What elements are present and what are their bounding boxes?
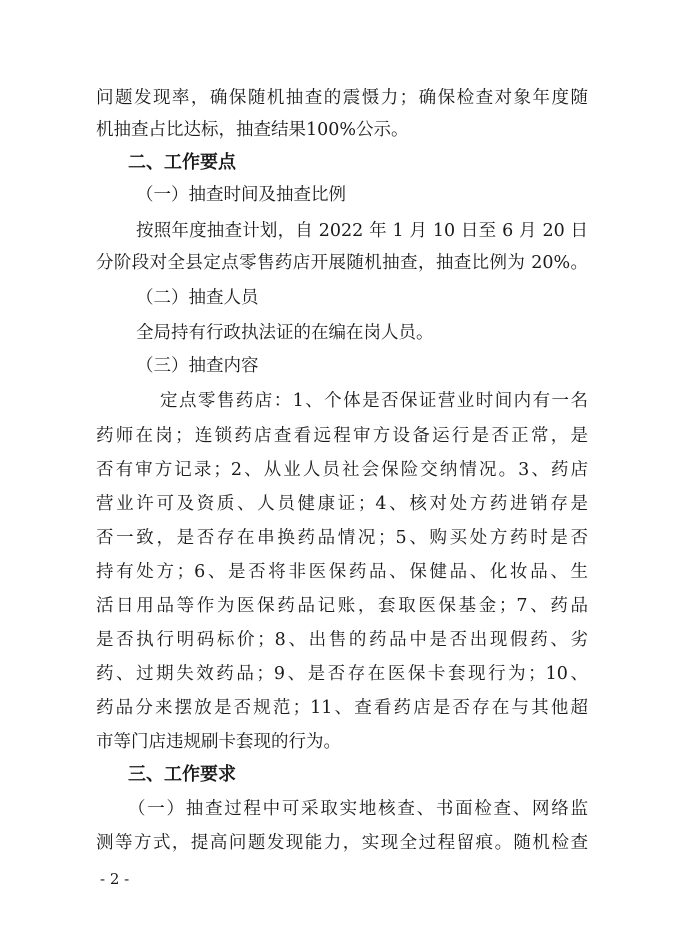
body-line: （一）抽查过程中可采取实地核查、书面检查、网络监 (128, 799, 588, 819)
body-line: 定点零售药店：1、个体是否保证营业时间内有一名 (160, 391, 588, 411)
body-line: 药师在岗；连锁药店查看远程审方设备运行是否正常，是 (96, 426, 588, 446)
body-line: 问题发现率，确保随机抽查的震慑力；确保检查对象年度随 (96, 88, 588, 108)
body-line: 市等门店违规刷卡套现的行为。 (96, 732, 341, 752)
body-line: 按照年度抽查计划，自 2022 年 1 月 10 日至 6 月 20 日 (136, 221, 588, 241)
body-line: 是否执行明码标价；8、出售的药品中是否出现假药、劣 (96, 630, 588, 650)
section-heading: 二、工作要点 (128, 152, 236, 173)
subsection-heading: （二）抽查人员 (136, 288, 259, 308)
section-heading: 三、工作要求 (128, 764, 236, 785)
body-line: 营业许可及资质、人员健康证；4、核对处方药进销存是 (96, 494, 588, 514)
body-line: 药、过期失效药品；9、是否存在医保卡套现行为；10、 (96, 664, 588, 684)
body-line: 分阶段对全县定点零售药店开展随机抽查，抽查比例为 20%。 (96, 253, 588, 273)
subsection-heading: （三）抽查内容 (136, 356, 259, 376)
subsection-heading: （一）抽查时间及抽查比例 (136, 185, 346, 205)
body-line: 否有审方记录；2、从业人员社会保险交纳情况。3、药店 (96, 460, 588, 480)
body-line: 测等方式，提高问题发现能力，实现全过程留痕。随机检查 (96, 833, 588, 853)
body-line: 药品分来摆放是否规范；11、查看药店是否存在与其他超 (96, 698, 588, 718)
body-line: 机抽查占比达标，抽查结果100%公示。 (96, 120, 409, 140)
body-line: 活日用品等作为医保药品记账，套取医保基金；7、药品 (96, 596, 588, 616)
page-number: - 2 - (100, 870, 130, 888)
body-line: 持有处方；6、是否将非医保药品、保健品、化妆品、生 (96, 562, 588, 582)
body-line: 全局持有行政执法证的在编在岗人员。 (136, 323, 434, 343)
body-line: 否一致，是否存在串换药品情况；5、购买处方药时是否 (96, 528, 588, 548)
